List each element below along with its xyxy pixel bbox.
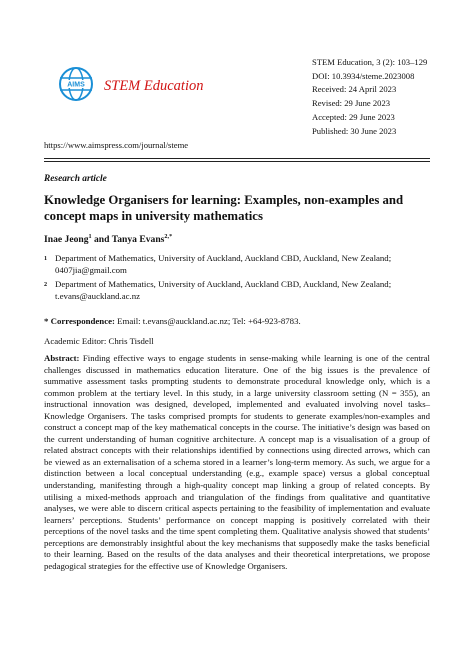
affiliation-text: Department of Mathematics, University of Auckland, Auckland CBD, Auckland, New Zealand; 0407jia@gmail.com <box>55 253 392 275</box>
divider <box>44 161 430 162</box>
doi-link[interactable]: DOI: 10.3934/steme.2023008 <box>312 70 415 81</box>
article-meta <box>312 56 427 138</box>
academic-editor: Academic Editor: Chris Tisdell <box>44 336 154 346</box>
affiliation-number: 2 <box>44 281 48 288</box>
correspondence <box>44 316 301 326</box>
journal-name: STEM Education <box>104 78 204 94</box>
published-date: Published: 30 June 2023 <box>312 125 397 136</box>
revised-date: Revised: 29 June 2023 <box>312 98 391 109</box>
journal-url[interactable]: https://www.aimspress.com/journal/steme <box>44 140 189 150</box>
logo-text: AIMS <box>67 81 85 89</box>
globe-icon <box>58 66 94 102</box>
citation: STEM Education, 3 (2): 103–129 <box>312 57 428 67</box>
author-list <box>44 233 172 245</box>
received-date: Received: 24 April 2023 <box>312 84 397 95</box>
article-title: Knowledge Organisers for learning: Examples, non-examples and concept maps in university mathematics <box>44 193 404 224</box>
affiliation-text: Department of Mathematics, University of Auckland, Auckland CBD, Auckland, New Zealand; t.evans@auckland.ac.nz <box>55 279 392 301</box>
abstract-label: Abstract: <box>44 353 80 363</box>
article-type: Research article <box>44 174 107 184</box>
correspondence-label: * Correspondence: <box>44 316 115 326</box>
accepted-date: Accepted: 29 June 2023 <box>312 111 395 122</box>
affiliation <box>44 279 434 302</box>
affiliation <box>44 253 434 276</box>
author-affiliation-mark: 2,* <box>164 233 173 240</box>
affiliation-number: 1 <box>44 255 48 262</box>
divider <box>44 158 430 159</box>
aims-logo <box>58 66 94 102</box>
correspondence-text: Email: t.evans@auckland.ac.nz; Tel: +64-923-8783. <box>114 316 301 326</box>
author-name[interactable]: Tanya Evans <box>111 234 165 246</box>
author-name[interactable]: Inae Jeong <box>44 234 89 246</box>
abstract-text: Finding effective ways to engage students in sense-making while learning is one of the central challenges discussed in mathematics education literature. One of the big issues is the prevalence of summative assessment tasks prompting students to demonstrate procedural knowledge only, which is a common problem at the tertiary level. In this study, in a large university classroom setting (N = 355), an instructional innovation was designed, developed, implemented and evaluated involving novel tasks–Knowledge Organisers. The tasks comprised prompts for students to generate examples/non-examples and construct a concept map of the key mathematical concepts in the course. The initiative’s design was based on the current understanding of human cognitive architecture. A concept map is a visualisation of a group of related abstract concepts with their relationships identified by connections using directed arrows, which can be viewed as an externalisation of a schema stored in a learner’s long-term memory. As such, we argue for a distinction between a local conceptual understanding (e.g., example space) versus a global conceptual understanding, manifesting through a high-quality concept map linking a group of related concepts. By utilising a mixed-methods approach and triangulation of the findings from qualitative and quantitative analyses, we were able to discern critical aspects pertaining to the feasibility of implementation and evaluate learners’ perceptions. Students’ performance on concept mapping is positively correlated with their perceptions of the novel tasks and the time spent completing them. Qualitative analysis showed that students’ perceptions are demonstrably insightful about the key mechanisms that supposedly make the tasks beneficial to their learning. Based on the results of the data analyses and their theoretical interpretations, we propose pedagogical strategies for the effective use of Knowledge Organisers. <box>44 353 430 571</box>
author-affiliation-mark: 1 <box>88 233 92 240</box>
author-conjunction: and <box>91 234 112 246</box>
abstract <box>44 353 430 572</box>
